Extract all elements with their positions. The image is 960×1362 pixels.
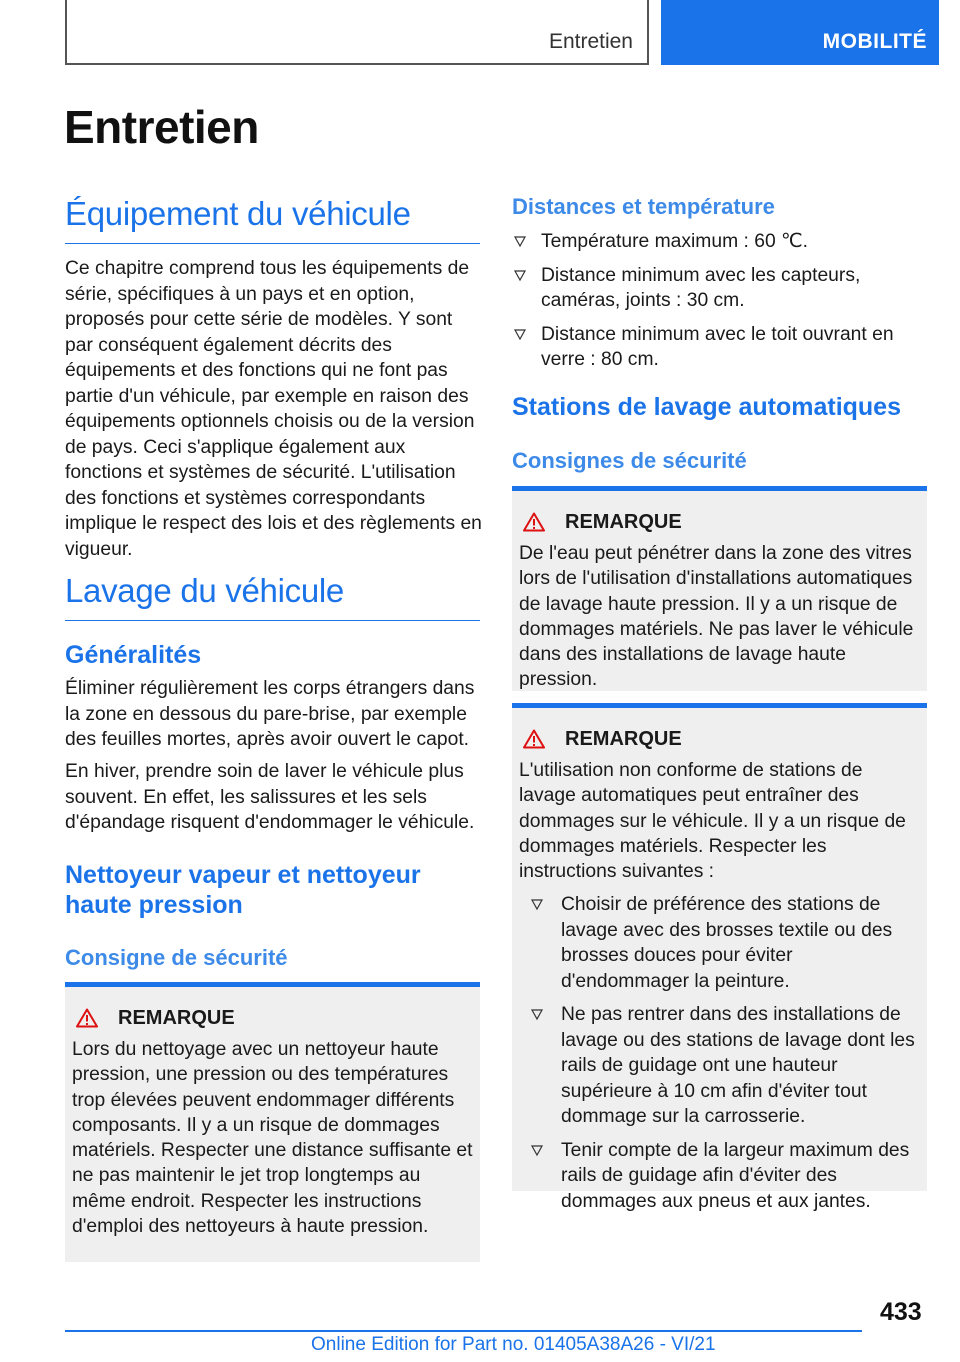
header-section-box xyxy=(65,0,649,65)
heading-equipment: Équipement du véhicule xyxy=(65,195,480,244)
note-label: REMARQUE xyxy=(565,510,682,533)
triangle-bullet-icon xyxy=(512,229,528,254)
note-instructions-list xyxy=(519,892,921,1214)
triangle-bullet-icon xyxy=(529,1002,545,1027)
heading-wash-stations: Stations de lavage automatiques xyxy=(512,393,901,421)
heading-safety-left: Consigne de sécurité xyxy=(65,945,288,970)
list-item: Choisir de préférence des stations de lavage avec des brosses textile ou des brosses douces pour éviter d'endommager la peinture. xyxy=(519,892,921,994)
page-title: Entretien xyxy=(64,101,259,153)
heading-steam-cleaner: Nettoyeur vapeur et nettoyeur haute pression xyxy=(65,861,421,919)
note-box-automatic-wash xyxy=(512,703,927,1212)
distances-list xyxy=(512,229,927,381)
note-text: L'utilisation non conforme de stations de lavage automatiques peut entraîner des dommages sur le véhicule. Il y a un risque de dommages matériels. Respecter les instructions suivantes : xyxy=(519,760,906,883)
triangle-bullet-icon xyxy=(529,892,545,917)
header-chapter-tab[interactable] xyxy=(661,0,939,65)
note-label: REMARQUE xyxy=(565,727,682,750)
warning-triangle-icon xyxy=(76,1008,98,1028)
note-box-steam xyxy=(65,982,480,1262)
triangle-bullet-icon xyxy=(512,263,528,288)
triangle-bullet-icon xyxy=(529,1138,545,1163)
list-item: Ne pas rentrer dans des installations de lavage ou des stations de lavage dont les rails de guidage ont une hauteur supérieure à 10 cm afin d'éviter tout dommage sur la carrosserie. xyxy=(519,1002,921,1130)
list-item: Tenir compte de la largeur maximum des rails de guidage afin d'éviter des dommages aux pneus et aux jantes. xyxy=(519,1138,921,1215)
note-label: REMARQUE xyxy=(118,1006,235,1029)
general-paragraph-1: Éliminer régulièrement les corps étrangers dans la zone en dessous du pare-brise, par exemple des feuilles mortes, après avoir ouvert le capot. xyxy=(65,678,475,750)
list-item: Distance minimum avec le toit ouvrant en verre : 80 cm. xyxy=(512,322,927,373)
warning-triangle-icon xyxy=(523,512,545,532)
list-item: Distance minimum avec les capteurs, caméras, joints : 30 cm. xyxy=(512,263,927,314)
heading-distances: Distances et température xyxy=(512,194,775,219)
triangle-bullet-icon xyxy=(512,322,528,347)
heading-general: Généralités xyxy=(65,641,202,669)
header-section-title: Entretien xyxy=(548,30,633,53)
note-box-high-pressure xyxy=(512,486,927,691)
general-paragraph-2: En hiver, prendre soin de laver le véhicule plus souvent. En effet, les salissures et les sels d'épandage risquent d'endommager le véhicule. xyxy=(65,761,475,833)
page-number: 433 xyxy=(880,1298,922,1326)
note-text: Lors du nettoyage avec un nettoyeur haute pression, une pression ou des températures trop élevées peuvent endommager différents composants. Il y a un risque de dommages matériels. Respecter une distance suffisante et ne pas maintenir le jet trop longtemps au même endroit. Respecter les instructions d'emploi des nettoyeurs à haute pression. xyxy=(72,1039,473,1238)
list-item: Température maximum : 60 ℃. xyxy=(512,229,927,255)
footer-edition-text: Online Edition for Part no. 01405A38A26 - VI/21 xyxy=(311,1334,716,1355)
equipment-paragraph: Ce chapitre comprend tous les équipements de série, spécifiques à un pays et en option, proposés pour cette série de modèles. Y sont par conséquent également décrits des équipements et des fonctions qui ne font pas partie d'un véhicule, par exemple en raison des équipements optionnels choisis ou de la version de pays. Ceci s'applique également aux fonctions et systèmes de sécurité. L'utilisation des fonctions et systèmes correspondants implique le respect des lois et des règlements en vigueur. xyxy=(65,258,482,560)
warning-triangle-icon xyxy=(523,729,545,749)
footer-divider xyxy=(65,1330,862,1332)
header-chapter-label: MOBILITÉ xyxy=(822,30,927,53)
note-text: De l'eau peut pénétrer dans la zone des vitres lors de l'utilisation d'installations automatiques de lavage haute pression. Il y a un risque de dommages matériels. Ne pas laver le véhicule dans des installations de lavage haute pression. xyxy=(519,543,914,691)
heading-washing: Lavage du véhicule xyxy=(65,572,480,621)
heading-safety-right: Consignes de sécurité xyxy=(512,448,747,473)
